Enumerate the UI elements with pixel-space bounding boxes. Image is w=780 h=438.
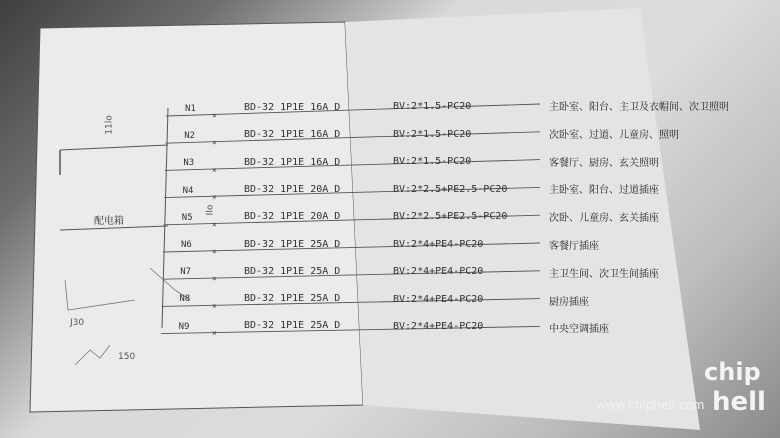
handwritten-note-top: 11lo xyxy=(104,115,115,135)
circuit-description: 厨房插座 xyxy=(549,296,589,308)
circuit-description: 主卫生间、次卫生间插座 xyxy=(549,268,659,280)
breaker-symbol: × xyxy=(212,111,217,120)
breaker-symbol: × xyxy=(212,247,217,256)
circuit-description: 客餐厅插座 xyxy=(549,241,599,252)
circuit-description: 中央空调插座 xyxy=(549,324,609,336)
cable-spec: BV:2*4+PE4-PC20 xyxy=(393,238,484,250)
cable-spec: BV:2*4+PE4-PC20 xyxy=(393,321,484,333)
circuit-node-label: N7 xyxy=(180,267,192,278)
breaker-symbol: × xyxy=(212,192,217,202)
circuit-node-label: N9 xyxy=(178,321,190,332)
breaker-spec: BD-32 1P1E 16A D xyxy=(244,156,341,168)
breaker-spec: BD-32 1P1E 25A D xyxy=(244,320,341,332)
breaker-symbol: × xyxy=(212,328,217,338)
breaker-symbol: × xyxy=(212,274,217,284)
circuit-description: 次卧、儿童房、玄关插座 xyxy=(549,213,659,225)
circuit-node-label: N3 xyxy=(183,158,195,169)
distribution-box-label: 配电箱 xyxy=(94,216,124,227)
cable-spec: BV:2*4+PE4-PC20 xyxy=(393,266,484,278)
breaker-spec: BD-32 1P1E 25A D xyxy=(244,265,341,277)
cable-spec: BV:2*1.5-PC20 xyxy=(393,128,472,140)
cable-spec: BV:2*2.5+PE2.5-PC20 xyxy=(393,211,508,223)
circuit-node-label: N4 xyxy=(182,185,194,196)
breaker-spec: BD-32 1P1E 16A D xyxy=(244,102,341,113)
cable-spec: BV:2*1.5-PC20 xyxy=(393,156,472,168)
handwritten-note-bottom: 150 xyxy=(118,352,136,362)
breaker-spec: BD-32 1P1E 16A D xyxy=(244,129,341,141)
circuit-description: 主卧室、阳台、主卫及衣帽间、次卫照明 xyxy=(549,102,729,113)
breaker-symbol: × xyxy=(212,138,217,148)
circuit-description: 次卧室、过道、儿童房、照明 xyxy=(549,129,679,141)
cable-spec: BV:2*4+PE4-PC20 xyxy=(393,293,484,305)
circuit-node-label: N5 xyxy=(181,212,193,223)
circuit-description: 主卧室、阳台、过道插座 xyxy=(549,185,659,197)
breaker-spec: BD-32 1P1E 20A D xyxy=(244,211,341,223)
cable-spec: BV:2*2.5+PE2.5-PC20 xyxy=(393,183,508,195)
svg-text:hell: hell xyxy=(712,387,766,417)
breaker-spec: BD-32 1P1E 20A D xyxy=(244,183,341,195)
watermark: www.chiphell.com xyxy=(596,398,705,412)
breaker-symbol: × xyxy=(212,301,217,311)
circuit-node-label: N2 xyxy=(184,131,196,142)
breaker-spec: BD-32 1P1E 25A D xyxy=(244,293,341,305)
circuit-description: 客餐厅、厨房、玄关照明 xyxy=(549,157,659,169)
circuit-node-label: N1 xyxy=(185,104,196,114)
handwritten-note-mid: Ilo xyxy=(205,204,216,216)
svg-text:chip: chip xyxy=(704,358,761,386)
breaker-symbol: × xyxy=(212,165,217,175)
cable-spec: BV:2*1.5-PC20 xyxy=(393,101,472,112)
chiphell-logo xyxy=(700,350,770,420)
breaker-spec: BD-32 1P1E 25A D xyxy=(244,238,341,250)
circuit-node-label: N8 xyxy=(179,294,191,305)
circuit-node-label: N6 xyxy=(181,240,192,250)
handwritten-note-left: J30 xyxy=(70,318,85,328)
breaker-symbol: × xyxy=(212,219,217,229)
